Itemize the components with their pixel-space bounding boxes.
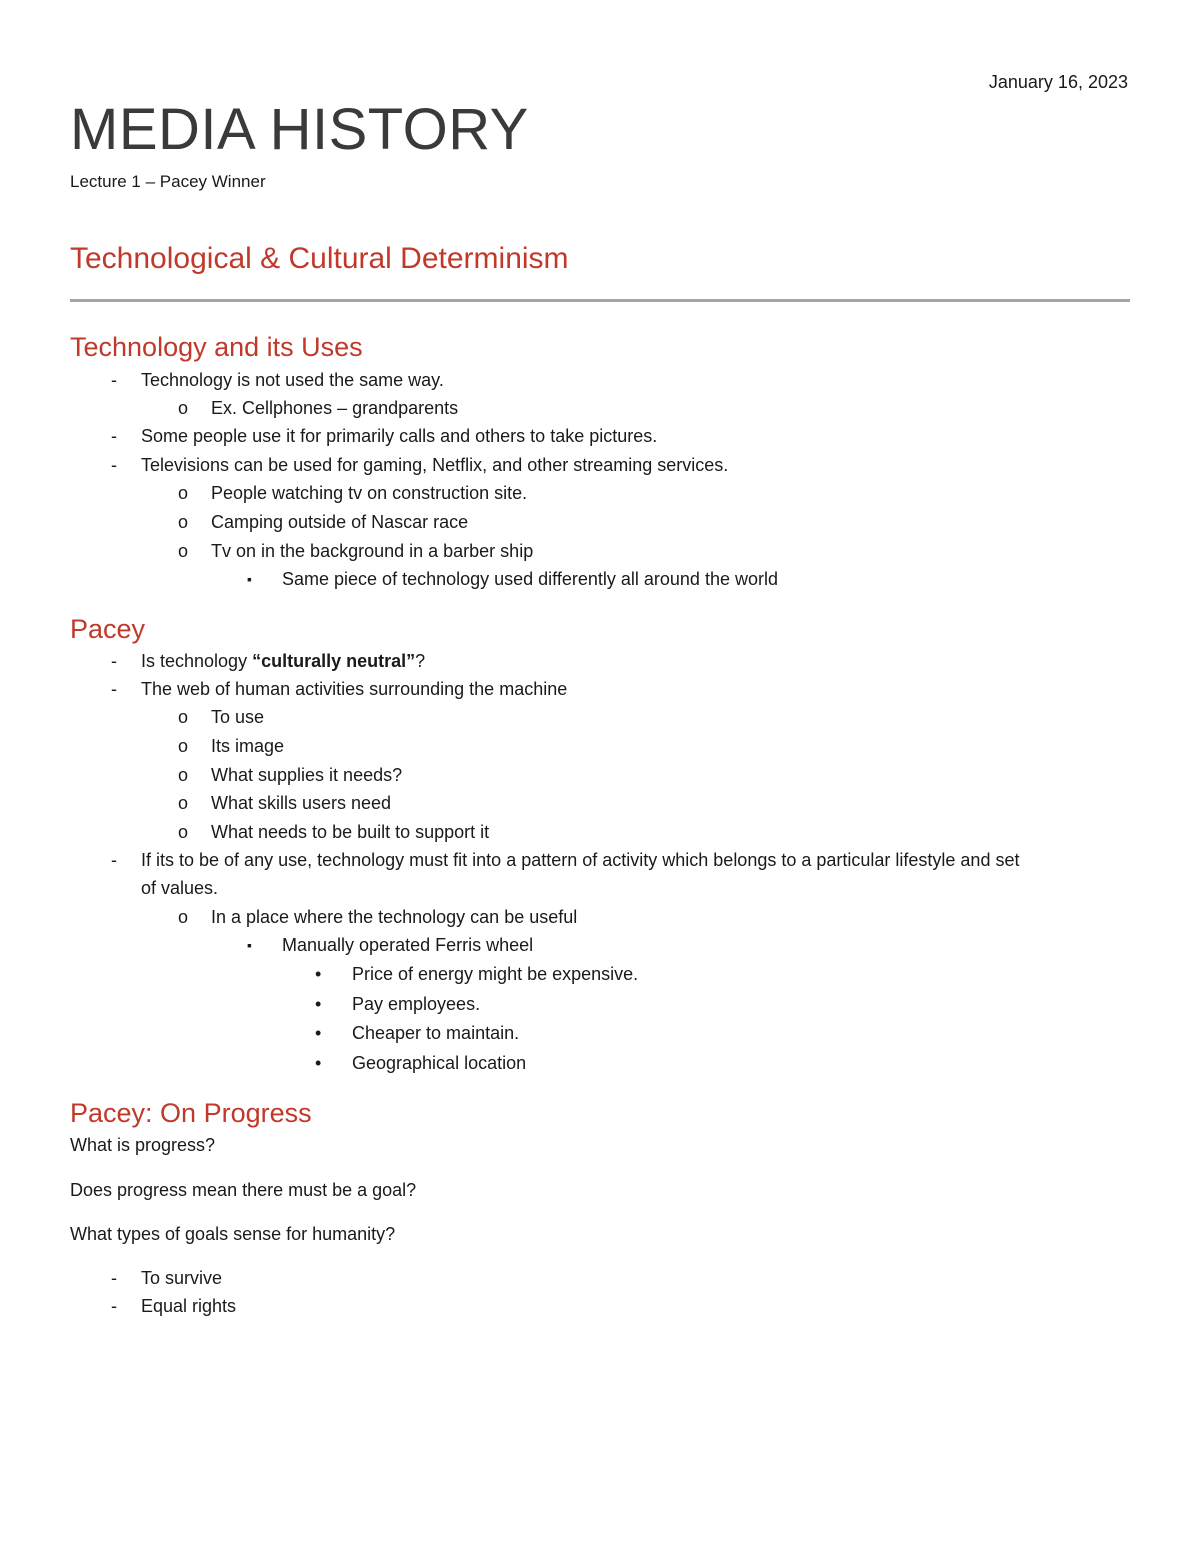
round-bullet-marker: • <box>315 1023 322 1043</box>
heading-on-progress: Pacey: On Progress <box>70 1098 312 1128</box>
dash-marker: - <box>111 850 117 870</box>
list-item: Equal rights <box>141 1296 237 1316</box>
document-date: January 16, 2023 <box>988 72 1128 92</box>
list-item: Pay employees. <box>352 994 481 1014</box>
question-emphasis: “culturally neutral” <box>252 651 416 671</box>
heading-pacey: Pacey <box>70 614 146 644</box>
document-subtitle: Lecture 1 – Pacey Winner <box>70 172 266 191</box>
circle-marker: o <box>178 793 189 813</box>
round-bullet-marker: • <box>315 1053 322 1073</box>
circle-marker: o <box>178 707 189 727</box>
list-item: What supplies it needs? <box>211 765 403 785</box>
list-item: Price of energy might be expensive. <box>352 964 639 984</box>
round-bullet-marker: • <box>315 994 322 1014</box>
list-item-continuation: of values. <box>141 878 219 898</box>
dash-marker: - <box>111 679 117 699</box>
list-item: Cheaper to maintain. <box>352 1023 520 1043</box>
circle-marker: o <box>178 483 189 503</box>
list-item: Some people use it for primarily calls and others to take pictures. <box>141 426 658 446</box>
square-bullet-marker: ▪ <box>247 937 252 953</box>
question-text: What is progress? <box>70 1135 216 1155</box>
list-item: Its image <box>211 736 285 756</box>
list-item: Same piece of technology used differently all around the world <box>282 569 778 589</box>
list-item: Tv on in the background in a barber ship <box>211 541 534 561</box>
list-item: In a place where the technology can be useful <box>211 907 578 927</box>
round-bullet-marker: • <box>315 964 322 984</box>
circle-marker: o <box>178 398 189 418</box>
list-item: What needs to be built to support it <box>211 822 490 842</box>
question-text: Does progress mean there must be a goal? <box>70 1180 417 1200</box>
dash-marker: - <box>111 651 117 671</box>
dash-marker: - <box>111 370 117 390</box>
question-text: What types of goals sense for humanity? <box>70 1224 396 1244</box>
dash-marker: - <box>111 455 117 475</box>
circle-marker: o <box>178 907 189 927</box>
list-item: Ex. Cellphones – grandparents <box>211 398 459 418</box>
circle-marker: o <box>178 822 189 842</box>
section-title: Technological & Cultural Determinism <box>70 242 569 275</box>
heading-technology-uses: Technology and its Uses <box>70 332 363 362</box>
list-item: What skills users need <box>211 793 392 813</box>
dash-marker: - <box>111 1296 117 1316</box>
document-title: MEDIA HISTORY <box>70 97 529 162</box>
list-item: Camping outside of Nascar race <box>211 512 469 532</box>
list-item: The web of human activities surrounding the machine <box>141 679 568 699</box>
list-item: If its to be of any use, technology must fit into a pattern of activity which belongs to a particular lifestyle and set <box>141 850 1020 870</box>
circle-marker: o <box>178 736 189 756</box>
list-item: Technology is not used the same way. <box>141 370 444 390</box>
list-item-question <box>141 650 425 672</box>
question-prefix: Is technology <box>141 651 253 671</box>
list-item: People watching tv on construction site. <box>211 483 528 503</box>
list-item: To survive <box>141 1268 223 1288</box>
list-item: To use <box>211 707 265 727</box>
dash-marker: - <box>111 1268 117 1288</box>
list-item: Manually operated Ferris wheel <box>282 935 534 955</box>
circle-marker: o <box>178 512 189 532</box>
square-bullet-marker: ▪ <box>247 571 252 587</box>
list-item: Televisions can be used for gaming, Netflix, and other streaming services. <box>141 455 729 475</box>
question-suffix: ? <box>415 651 426 671</box>
dash-marker: - <box>111 426 117 446</box>
list-item: Geographical location <box>352 1053 527 1073</box>
circle-marker: o <box>178 765 189 785</box>
section-divider <box>70 299 1130 302</box>
circle-marker: o <box>178 541 189 561</box>
